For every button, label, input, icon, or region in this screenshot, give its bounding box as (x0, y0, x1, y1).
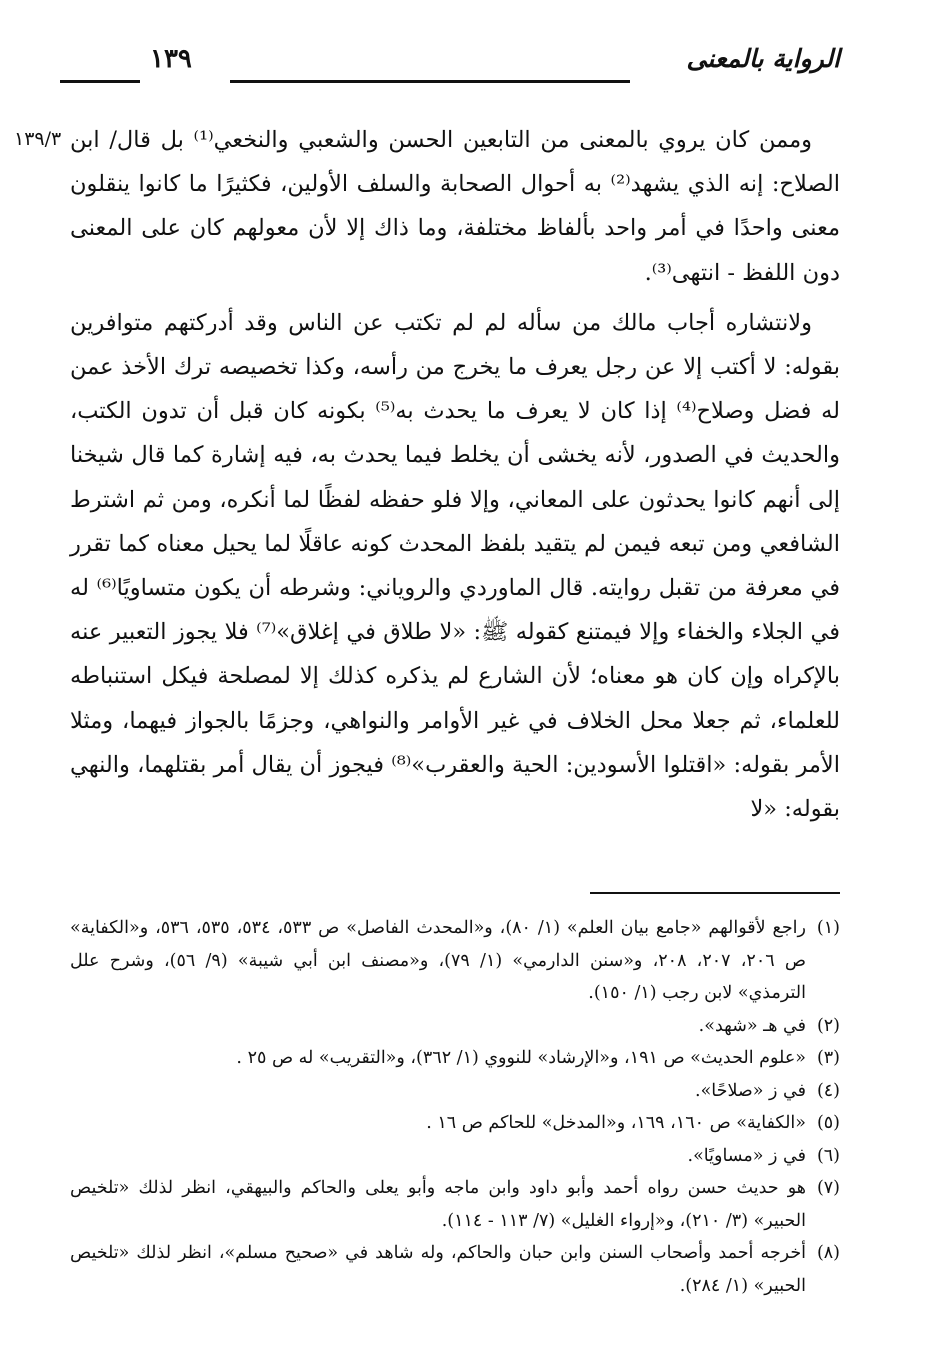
footnote (70, 1042, 840, 1075)
footnotes (70, 912, 840, 1302)
page-header (60, 44, 840, 94)
footnote (70, 1107, 840, 1140)
footnote-number: (٦) (816, 1145, 840, 1166)
header-rule-left (60, 80, 140, 83)
header-rule (230, 80, 630, 83)
footnote (70, 1140, 840, 1173)
footnote-number: (٤) (816, 1080, 840, 1101)
footnote-text: في ز «مساويًا». (687, 1145, 806, 1166)
footnote-text: في هـ «شهد». (698, 1015, 806, 1036)
footnote-text: راجع لأقوالهم «جامع بيان العلم» (١/ ٨٠)، و«المحدث الفاصل» ص ٥٣٣، ٥٣٤، ٥٣٥، ٥٣٦، و«الكفاية» ص ٢٠٦، ٢٠٧، ٢٠٨، و«سنن الدارمي» (١/ ٧٩)، و«مصنف ابن أبي شيبة» (٩/ ٥٦)، وشرح علل الترمذي» لابن رجب (١/ ١٥٠). (70, 918, 806, 1003)
footnote (70, 1075, 840, 1108)
footnote (70, 912, 840, 1010)
paragraph: ولانتشاره أجاب مالك من سأله لم لم تكتب عن الناس وقد أدركتهم متوافرين بقوله: لا أكتب إلا عن رجل يعرف ما يخرج من رأسه، وكذا تخصيصه ترك الأخذ عمن له فضل وصلاح⁽⁴⁾ إذا كان لا يعرف ما يحدث به⁽⁵⁾ بكونه كان قبل أن تدون الكتب، والحديث في الصدور، لأنه يخشى أن يخلط فيما يحدث به، فيه إشارة كما قال شيخنا إلى أنهم كانوا يحدثون على المعاني، وإلا فلو حفظه لفظًا لما أنكره، ومن ثم اشترط الشافعي ومن تبعه فيمن لم يتقيد بلفظ المحدث كونه عاقلًا لما يحيل معناه كما تقرر في معرفة من تقبل روايته. قال الماوردي والروياني: وشرطه أن يكون متساويًا⁽⁶⁾ له في الجلاء والخفاء وإلا فيمتنع كقوله ﷺ: «لا طلاق في إغلاق»⁽⁷⁾ فلا يجوز التعبير عنه بالإكراه وإن كان هو معناه؛ لأن الشارع لم يذكره كذلك إلا لمصلحة فيكل استنباطه للعلماء، ثم جعلا محل الخلاف في غير الأوامر والنواهي، وجزمًا بالجواز فيهما، ومثلا الأمر بقوله: «اقتلوا الأسودين: الحية والعقرب»⁽⁸⁾ فيجوز أن يقال أمر بقتلهما، والنهي بقوله: «لا (70, 309, 840, 823)
footnote-number: (٢) (816, 1015, 840, 1036)
paragraph: وممن كان يروي بالمعنى من التابعين الحسن والشعبي والنخعي⁽¹⁾ بل قال/ ابن الصلاح: إنه الذي يشهد⁽²⁾ به أحوال الصحابة والسلف الأولين، فكثيرًا ما كانوا ينقلون معنى واحدًا في أمر واحد بألفاظ مختلفة، وما ذاك إلا لأن معولهم كان على المعنى دون اللفظ - انتهى⁽³⁾. (70, 127, 840, 286)
footnote-number: (٨) (816, 1243, 840, 1263)
footnote-number: (٧) (816, 1178, 840, 1198)
footnote-text: في ز «صلاحًا». (695, 1080, 806, 1101)
footnote-text: أخرجه أحمد وأصحاب السنن وابن حبان والحاكم، وله شاهد في «صحيح مسلم»، انظر لذلك «تلخيص الحبير» (١/ ٢٨٤). (70, 1243, 806, 1296)
footnote (70, 1010, 840, 1043)
footnote-number: (٥) (816, 1113, 840, 1133)
footnote-number: (٣) (816, 1048, 840, 1068)
main-text (70, 118, 840, 831)
footnote-text: «علوم الحديث» ص ١٩١، و«الإرشاد» للنووي (١/ ٣٦٢)، و«التقريب» له ص ٢٥ . (236, 1048, 806, 1068)
footnote-text: «الكفاية» ص ١٦٠، ١٦٩، و«المدخل» للحاكم ص ١٦ . (426, 1113, 806, 1133)
footnote (70, 1172, 840, 1237)
margin-note: ١٣٩/٣ (14, 128, 62, 150)
footnote-separator (590, 892, 840, 894)
footnote-number: (١) (816, 918, 840, 938)
footnote-text: هو حديث حسن رواه أحمد وأبو داود وابن ماجه وأبو يعلى والحاكم والبيهقي، انظر لذلك «تلخيص الحبير» (٣/ ٢١٠)، و«إرواء الغليل» (٧/ ١١٣ - ١١٤). (70, 1178, 806, 1231)
running-title: الرواية بالمعنى (686, 44, 840, 73)
page-number: ١٣٩ (150, 44, 192, 74)
footnote (70, 1237, 840, 1302)
